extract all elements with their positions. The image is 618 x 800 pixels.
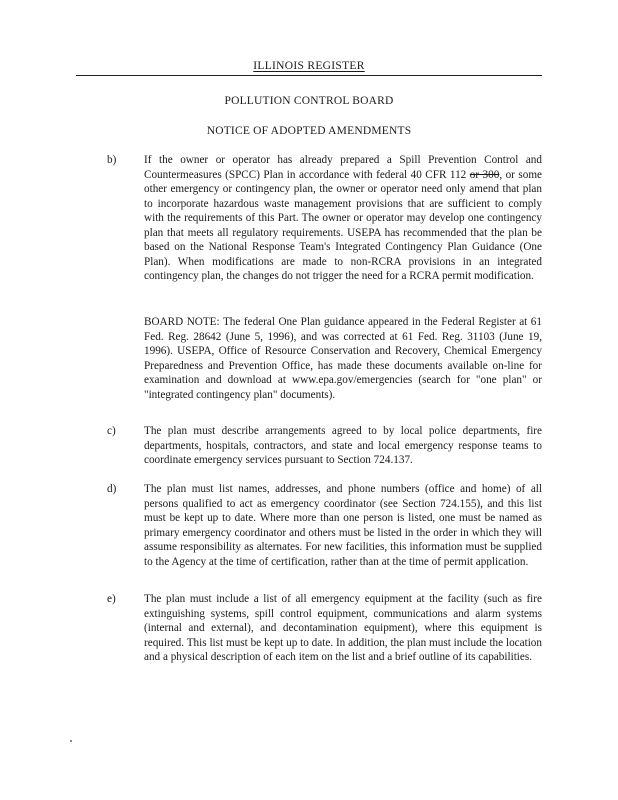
section-label-c: c) (107, 425, 116, 437)
section-label-d: d) (107, 483, 117, 495)
section-b-paragraph (144, 153, 542, 284)
register-title: ILLINOIS REGISTER (253, 60, 365, 72)
section-label-e: e) (107, 593, 116, 605)
section-b-struck-text: or 300 (469, 168, 500, 181)
section-b-text-before: If the owner or operator has already prepared a Spill Prevention Control and Countermeasures (SPCC) Plan in accordance with federal 40 CFR 112 (144, 154, 542, 181)
section-d-paragraph: The plan must list names, addresses, and phone numbers (office and home) of all persons qualified to act as emergency coordinator (see Section 724.155), and this list must be kept up to date. Where more than one person is listed, one must be named as primary emergency coordinator and others must be listed in the order in which they will assume responsibility as alternates. For new facilities, this information must be supplied to the Agency at the time of certification, rather than at the time of permit application. (144, 483, 542, 568)
scan-speck (70, 740, 72, 742)
board-title: POLLUTION CONTROL BOARD (224, 95, 394, 107)
section-label-b: b) (107, 154, 117, 166)
section-b-text-after: , or some other emergency or contingency plan, the owner or operator need only amend that plan to incorporate hazardous waste management provisions that are sufficient to comply with the requirements of this Part. The owner or operator may develop one contingency plan that meets all regulatory requirements. USEPA has recommended that the plan be based on the National Response Team's Integrated Contingency Plan Guidance (One Plan). When modifications are made to non-RCRA provisions in an integrated contingency plan, the changes do not trigger the need for a RCRA permit modification. (144, 168, 542, 282)
section-c-paragraph: The plan must describe arrangements agreed to by local police departments, fire departments, hospitals, contractors, and state and local emergency response teams to coordinate emergency services pursuant to Section 724.137. (144, 425, 542, 466)
header-rule (76, 75, 542, 76)
section-e-paragraph: The plan must include a list of all emergency equipment at the facility (such as fire extinguishing systems, spill control equipment, communications and alarm systems (internal and external), and decontamination equipment), where this equipment is required. This list must be kept up to date. In addition, the plan must include the location and a physical description of each item on the list and a brief outline of its capabilities. (144, 593, 542, 663)
notice-title: NOTICE OF ADOPTED AMENDMENTS (206, 125, 412, 137)
board-note-paragraph: BOARD NOTE: The federal One Plan guidance appeared in the Federal Register at 61 Fed. Reg. 28642 (June 5, 1996), and was corrected at 61 Fed. Reg. 31103 (June 19, 1996). USEPA, Office of Resource Conservation and Recovery, Chemical Emergency Preparedness and Prevention Office, has made these documents available on-line for examination and download at www.epa.gov/emergencies (search for "one plan" or "integrated contingency plan" documents). (144, 316, 542, 401)
